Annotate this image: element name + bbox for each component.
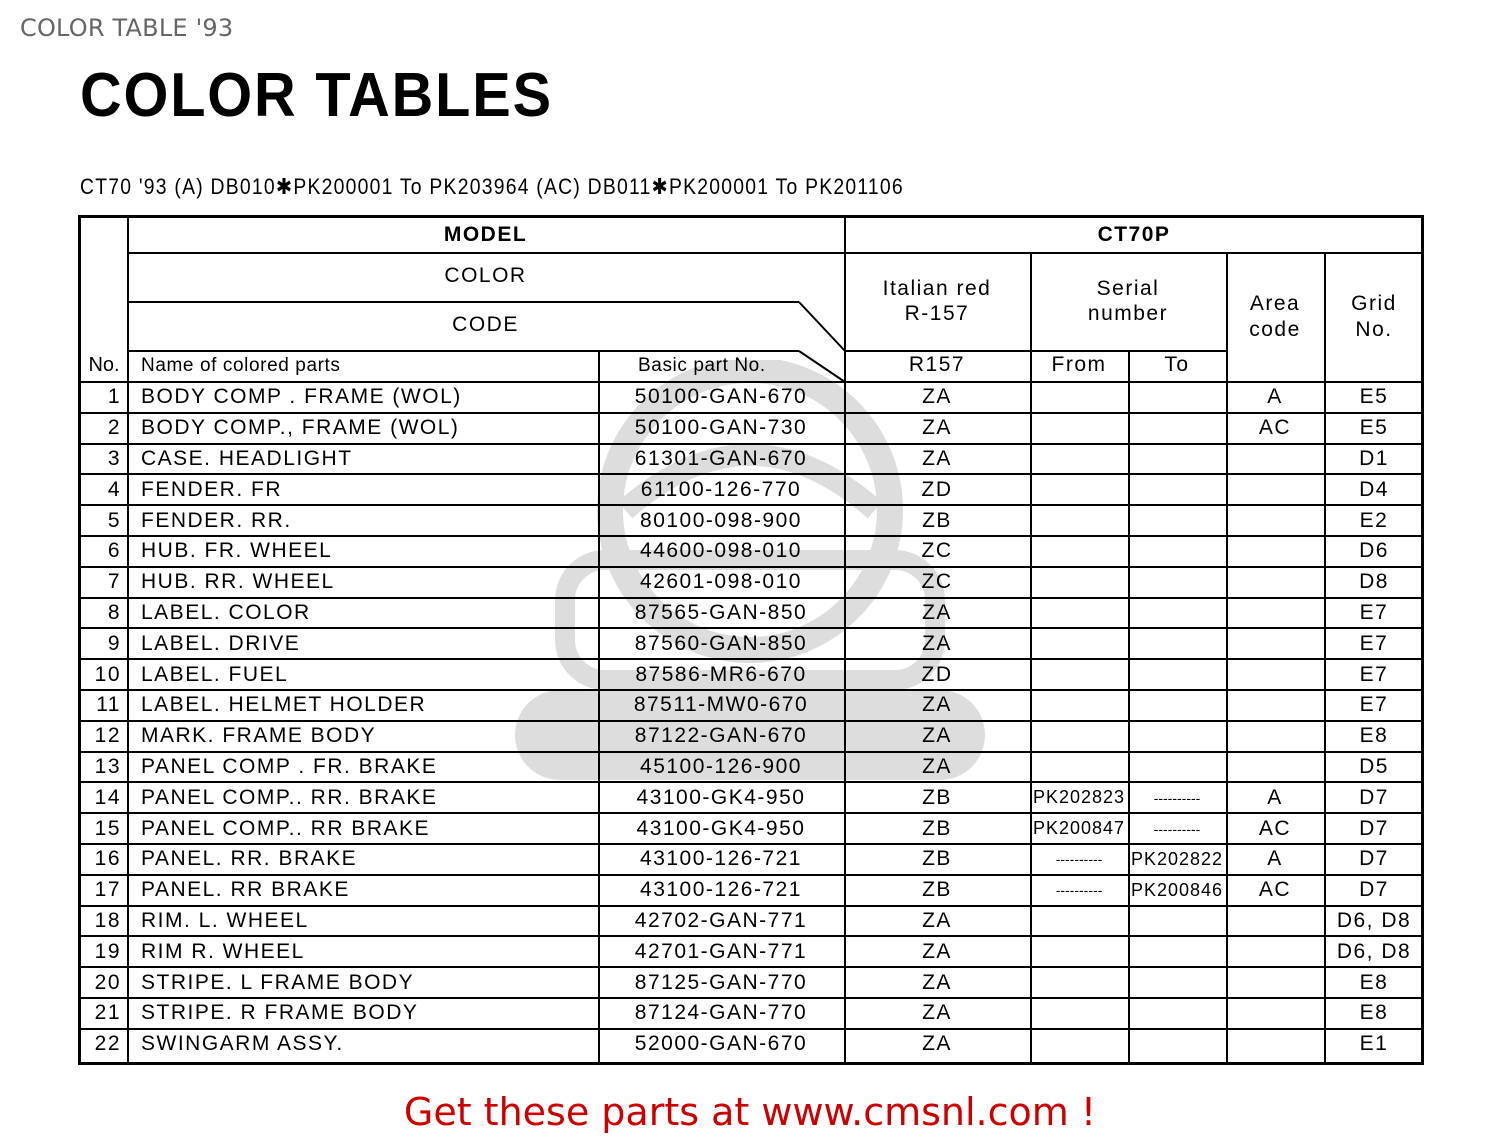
part-name: STRIPE. L FRAME BODY xyxy=(141,970,415,994)
area-code xyxy=(1226,999,1324,1028)
grid-number: D6, D8 xyxy=(1336,908,1412,932)
serial-to xyxy=(1128,1030,1226,1059)
part-name: BODY COMP . FRAME (WOL) xyxy=(141,385,462,409)
color-code: ZA xyxy=(922,754,952,778)
area-code: A xyxy=(1267,385,1283,409)
area-label: code xyxy=(1249,317,1301,341)
table-row xyxy=(81,445,1424,474)
grid-number: D6 xyxy=(1359,539,1389,563)
grid-number: D6, D8 xyxy=(1336,939,1412,963)
part-name: MARK. FRAME BODY xyxy=(141,724,377,748)
serial-to xyxy=(1128,999,1226,1028)
row-number: 8 xyxy=(107,600,121,624)
part-name: LABEL. FUEL xyxy=(141,662,289,686)
table-row xyxy=(81,537,1424,566)
part-name: CASE. HEADLIGHT xyxy=(141,446,353,470)
basic-part-column-header: Basic part No. xyxy=(638,354,766,376)
color-code: ZB xyxy=(922,508,952,532)
serial-to xyxy=(1128,937,1226,966)
serial-to xyxy=(1128,599,1226,628)
table-row xyxy=(81,475,1424,504)
part-name: PANEL COMP.. RR BRAKE xyxy=(141,816,431,840)
serial-to: ---------- xyxy=(1153,789,1201,806)
basic-part-number: 87511-MW0-670 xyxy=(633,693,809,717)
grid-number: D5 xyxy=(1359,754,1389,778)
color-code: ZA xyxy=(922,385,952,409)
grid-number: E7 xyxy=(1359,693,1389,717)
serial-from xyxy=(1030,722,1128,751)
basic-part-number: 43100-126-721 xyxy=(640,878,802,902)
color-code: ZD xyxy=(921,477,953,501)
grid-number: E5 xyxy=(1359,416,1389,440)
row-number: 7 xyxy=(107,570,121,594)
serial-to xyxy=(1128,722,1226,751)
part-name: FENDER. FR xyxy=(141,477,282,501)
color-code: ZB xyxy=(922,816,952,840)
grid-number: D7 xyxy=(1359,816,1389,840)
grid-number: D7 xyxy=(1359,878,1389,902)
basic-part-number: 87586-MR6-670 xyxy=(635,662,807,686)
part-name: PANEL COMP.. RR. BRAKE xyxy=(141,785,438,809)
color-code: ZA xyxy=(922,1032,952,1056)
serial-from xyxy=(1030,937,1128,966)
area-code xyxy=(1226,968,1324,997)
basic-part-number: 43100-GK4-950 xyxy=(636,785,806,809)
area-code xyxy=(1226,691,1324,720)
table-row xyxy=(81,999,1424,1028)
color-code: ZA xyxy=(922,446,952,470)
grid-number: D7 xyxy=(1359,785,1389,809)
grid-number: D4 xyxy=(1359,477,1389,501)
serial-from xyxy=(1030,691,1128,720)
row-number: 18 xyxy=(94,908,121,932)
color-code-full: R-157 xyxy=(904,302,970,325)
table-row xyxy=(81,568,1424,597)
serial-to: PK200846 xyxy=(1130,879,1224,900)
part-name: BODY COMP., FRAME (WOL) xyxy=(141,416,460,440)
serial-label: number xyxy=(1087,302,1169,325)
table-row xyxy=(81,753,1424,782)
area-code xyxy=(1226,475,1324,504)
area-code xyxy=(1226,753,1324,782)
serial-from: ---------- xyxy=(1055,851,1103,868)
serial-from xyxy=(1030,506,1128,535)
color-code: ZA xyxy=(922,600,952,624)
part-name: HUB. FR. WHEEL xyxy=(141,539,333,563)
table-row xyxy=(81,845,1424,874)
grid-number: D1 xyxy=(1359,446,1389,470)
table-row xyxy=(81,660,1424,689)
color-name: Italian red xyxy=(882,276,992,300)
basic-part-number: 42702-GAN-771 xyxy=(634,908,808,932)
serial-to xyxy=(1128,414,1226,443)
basic-part-number: 42701-GAN-771 xyxy=(634,939,808,963)
area-label: Area xyxy=(1249,292,1301,316)
basic-part-number: 87122-GAN-670 xyxy=(634,724,808,748)
table-row xyxy=(81,383,1424,412)
table-row xyxy=(81,937,1424,966)
serial-from xyxy=(1030,753,1128,782)
serial-to xyxy=(1128,629,1226,658)
color-code: ZA xyxy=(922,724,952,748)
serial-from: ---------- xyxy=(1055,882,1103,899)
row-number: 17 xyxy=(94,878,121,902)
row-number: 1 xyxy=(107,385,121,409)
serial-from xyxy=(1030,599,1128,628)
basic-part-number: 87124-GAN-770 xyxy=(634,1001,808,1025)
row-number: 10 xyxy=(94,662,121,686)
row-number: 13 xyxy=(94,754,121,778)
table-row xyxy=(81,1030,1424,1059)
serial-from xyxy=(1030,445,1128,474)
serial-from xyxy=(1030,999,1128,1028)
grid-number: E5 xyxy=(1359,385,1389,409)
color-code: ZA xyxy=(922,970,952,994)
serial-from xyxy=(1030,1030,1128,1059)
code-label: CODE xyxy=(452,313,519,337)
area-code: A xyxy=(1267,847,1283,871)
from-column-header: From xyxy=(1051,353,1107,377)
part-name: PANEL. RR. BRAKE xyxy=(141,847,358,871)
row-number: 20 xyxy=(94,970,121,994)
color-code: ZC xyxy=(921,539,953,563)
color-table xyxy=(78,215,1424,1065)
page-title: COLOR TABLES xyxy=(80,61,553,130)
row-number: 3 xyxy=(107,446,121,470)
area-code: AC xyxy=(1258,416,1292,440)
grid-number: E8 xyxy=(1359,724,1389,748)
grid-no-header xyxy=(1324,252,1424,381)
serial-to xyxy=(1128,691,1226,720)
row-number: 22 xyxy=(94,1032,121,1056)
part-name: LABEL. HELMET HOLDER xyxy=(141,693,427,717)
basic-part-number: 61301-GAN-670 xyxy=(634,446,808,470)
part-name: HUB. RR. WHEEL xyxy=(141,570,335,594)
serial-to xyxy=(1128,506,1226,535)
area-code xyxy=(1226,937,1324,966)
table-row xyxy=(81,876,1424,905)
grid-number: D7 xyxy=(1359,847,1389,871)
serial-from xyxy=(1030,660,1128,689)
basic-part-number: 42601-098-010 xyxy=(640,570,802,594)
serial-from xyxy=(1030,568,1128,597)
grid-number: E7 xyxy=(1359,631,1389,655)
area-code xyxy=(1226,1030,1324,1059)
serial-label: Serial xyxy=(1096,276,1160,300)
basic-part-number: 52000-GAN-670 xyxy=(634,1032,808,1056)
page-caption: COLOR TABLE '93 xyxy=(20,14,234,42)
color-code: ZB xyxy=(922,847,952,871)
row-number: 21 xyxy=(94,1001,121,1025)
area-code xyxy=(1226,568,1324,597)
area-code: AC xyxy=(1258,878,1292,902)
part-name: STRIPE. R FRAME BODY xyxy=(141,1001,419,1025)
grid-number: D8 xyxy=(1359,570,1389,594)
to-column-header: To xyxy=(1164,353,1190,377)
serial-to xyxy=(1128,568,1226,597)
part-name: PANEL. RR BRAKE xyxy=(141,878,350,902)
color-name-header xyxy=(844,252,1030,350)
grid-number: E8 xyxy=(1359,970,1389,994)
table-row xyxy=(81,968,1424,997)
serial-from xyxy=(1030,475,1128,504)
color-code: ZA xyxy=(922,939,952,963)
color-code: ZD xyxy=(921,662,953,686)
table-row xyxy=(81,414,1424,443)
serial-from xyxy=(1030,629,1128,658)
table-row xyxy=(81,691,1424,720)
serial-number-header xyxy=(1030,252,1226,350)
table-row xyxy=(81,783,1424,812)
color-code: ZA xyxy=(922,416,952,440)
area-code: A xyxy=(1267,785,1283,809)
basic-part-number: 43100-126-721 xyxy=(640,847,802,871)
color-code: ZB xyxy=(922,785,952,809)
basic-part-number: 87560-GAN-850 xyxy=(634,631,808,655)
area-code xyxy=(1226,599,1324,628)
color-code: ZB xyxy=(922,878,952,902)
part-name: RIM. L. WHEEL xyxy=(141,908,309,932)
grid-number: E7 xyxy=(1359,600,1389,624)
serial-from: PK202823 xyxy=(1032,787,1126,808)
part-name: FENDER. RR. xyxy=(141,508,292,532)
row-number: 16 xyxy=(94,847,121,871)
area-code xyxy=(1226,445,1324,474)
basic-part-number: 45100-126-900 xyxy=(640,754,802,778)
area-code xyxy=(1226,629,1324,658)
serial-to xyxy=(1128,383,1226,412)
table-row xyxy=(81,814,1424,843)
name-column-header: Name of colored parts xyxy=(141,354,341,376)
area-code xyxy=(1226,537,1324,566)
serial-from xyxy=(1030,537,1128,566)
grid-number: E7 xyxy=(1359,662,1389,686)
area-code: AC xyxy=(1258,816,1292,840)
part-name: RIM R. WHEEL xyxy=(141,939,305,963)
grid-label: No. xyxy=(1355,317,1393,341)
serial-to xyxy=(1128,537,1226,566)
grid-label: Grid xyxy=(1351,292,1397,316)
serial-to: PK202822 xyxy=(1130,849,1224,870)
basic-part-number: 61100-126-770 xyxy=(640,477,802,501)
table-row xyxy=(81,599,1424,628)
serial-to xyxy=(1128,475,1226,504)
serial-to: ---------- xyxy=(1153,820,1201,837)
area-code-header xyxy=(1226,252,1324,381)
area-code xyxy=(1226,660,1324,689)
row-number: 14 xyxy=(94,785,121,809)
model-serial-range: CT70 '93 (A) DB010✱PK200001 To PK203964 (AC) DB011✱PK200001 To PK201106 xyxy=(80,174,904,199)
row-number: 6 xyxy=(107,539,121,563)
basic-part-number: 50100-GAN-670 xyxy=(634,385,808,409)
color-code: ZA xyxy=(922,693,952,717)
model-label: MODEL xyxy=(443,222,528,246)
part-name: PANEL COMP . FR. BRAKE xyxy=(141,754,438,778)
model-value: CT70P xyxy=(1097,222,1171,246)
part-name: LABEL. DRIVE xyxy=(141,631,301,655)
part-name: LABEL. COLOR xyxy=(141,600,311,624)
part-name: SWINGARM ASSY. xyxy=(141,1032,344,1056)
color-label: COLOR xyxy=(444,264,527,288)
row-number: 11 xyxy=(96,693,121,717)
color-code: ZC xyxy=(921,570,953,594)
color-code: ZA xyxy=(922,631,952,655)
serial-to xyxy=(1128,907,1226,936)
basic-part-number: 87565-GAN-850 xyxy=(634,600,808,624)
serial-to xyxy=(1128,968,1226,997)
serial-from xyxy=(1030,968,1128,997)
basic-part-number: 87125-GAN-770 xyxy=(634,970,808,994)
basic-part-number: 44600-098-010 xyxy=(640,539,802,563)
basic-part-number: 80100-098-900 xyxy=(640,508,802,532)
table-row xyxy=(81,629,1424,658)
serial-from xyxy=(1030,414,1128,443)
serial-to xyxy=(1128,753,1226,782)
table-row xyxy=(81,506,1424,535)
serial-from xyxy=(1030,907,1128,936)
area-code xyxy=(1226,907,1324,936)
grid-number: E1 xyxy=(1359,1032,1389,1056)
row-number: 9 xyxy=(107,631,121,655)
color-code: ZA xyxy=(922,908,952,932)
table-row xyxy=(81,907,1424,936)
serial-to xyxy=(1128,660,1226,689)
area-code xyxy=(1226,722,1324,751)
color-code: ZA xyxy=(922,1001,952,1025)
serial-from: PK200847 xyxy=(1032,818,1126,839)
area-code xyxy=(1226,506,1324,535)
row-number: 19 xyxy=(94,939,121,963)
row-number: 12 xyxy=(94,724,121,748)
promo-link[interactable]: Get these parts at www.cmsnl.com ! xyxy=(403,1090,1097,1134)
grid-number: E2 xyxy=(1359,508,1389,532)
grid-number: E8 xyxy=(1359,1001,1389,1025)
row-number: 4 xyxy=(107,477,121,501)
color-code-column-header: R157 xyxy=(908,353,966,377)
basic-part-number: 43100-GK4-950 xyxy=(636,816,806,840)
row-number: 5 xyxy=(107,508,121,532)
table-row xyxy=(81,722,1424,751)
row-number: 2 xyxy=(107,416,121,440)
serial-from xyxy=(1030,383,1128,412)
no-column-header: No. xyxy=(88,354,120,376)
row-number: 15 xyxy=(94,816,121,840)
basic-part-number: 50100-GAN-730 xyxy=(634,416,808,440)
serial-to xyxy=(1128,445,1226,474)
